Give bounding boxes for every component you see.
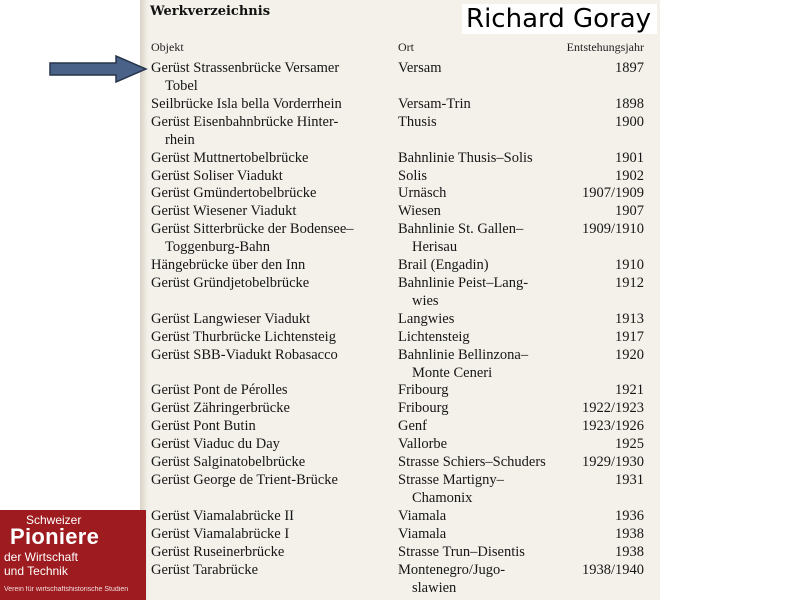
work-jahr: 1898 <box>615 96 644 112</box>
work-jahr: 1931 <box>615 472 644 488</box>
work-objekt <box>151 418 256 436</box>
work-objekt <box>151 562 258 580</box>
work-jahr: 1909/1910 <box>581 221 644 237</box>
work-jahr: 1936 <box>615 508 644 524</box>
work-ort <box>398 436 447 454</box>
work-ort-line: Lichtensteig <box>398 329 470 345</box>
work-ort-line: slawien <box>412 579 457 596</box>
work-objekt-line: Gerüst Zähringerbrücke <box>151 400 290 416</box>
work-objekt-line: Gerüst Salginatobelbrücke <box>151 454 306 470</box>
column-header-jahr: Entstehungsjahr <box>566 40 644 54</box>
work-jahr: 1921 <box>615 382 644 398</box>
work-objekt <box>151 311 310 329</box>
work-objekt <box>151 60 339 95</box>
logo-line-5: Verein für wirtschaftshistorische Studien <box>4 586 129 593</box>
pioniere-logo <box>0 510 146 600</box>
work-ort <box>398 203 441 221</box>
work-objekt <box>151 526 289 544</box>
work-objekt <box>151 96 342 114</box>
work-jahr: 1938/1940 <box>581 562 644 578</box>
work-ort <box>398 454 546 472</box>
work-objekt <box>151 150 308 168</box>
right-arrow-icon <box>48 54 150 84</box>
work-objekt-line: Seilbrücke Isla bella Vorderrhein <box>151 96 342 112</box>
work-objekt <box>151 436 280 454</box>
page-heading: Werkverzeichnis <box>150 4 271 19</box>
work-jahr: 1902 <box>615 168 644 184</box>
work-jahr: 1907 <box>615 203 644 219</box>
work-objekt-line: Gerüst Sitterbrücke der Bodensee– <box>151 221 354 237</box>
work-ort-line: Bahnlinie St. Gallen– <box>398 221 524 237</box>
work-ort <box>398 114 437 132</box>
work-ort-line: Versam <box>398 60 442 76</box>
work-ort-line: Versam-Trin <box>398 96 471 112</box>
work-ort <box>398 257 489 275</box>
work-objekt-line: Gerüst Langwieser Viadukt <box>151 311 311 327</box>
work-objekt <box>151 508 294 526</box>
logo-line-3: der Wirtschaft <box>4 550 79 564</box>
work-objekt-line: Gerüst Ruseinerbrücke <box>151 544 285 560</box>
work-ort <box>398 347 528 382</box>
work-jahr: 1923/1926 <box>581 418 644 434</box>
work-objekt-line: Gerüst Eisenbahnbrücke Hinter- <box>151 114 339 130</box>
work-ort-line: Herisau <box>412 238 458 255</box>
work-objekt-line: Gerüst Viaduc du Day <box>151 436 280 452</box>
work-objekt <box>151 329 336 347</box>
work-ort-line: Vallorbe <box>398 436 448 452</box>
work-objekt <box>151 400 290 418</box>
work-ort-line: Genf <box>398 418 427 434</box>
work-ort-line: Wiesen <box>398 203 441 219</box>
work-jahr: 1907/1909 <box>581 185 644 201</box>
work-jahr: 1920 <box>615 347 644 363</box>
work-ort-line: Bahnlinie Peist–Lang- <box>398 275 529 291</box>
work-ort-line: Brail (Engadin) <box>398 257 489 273</box>
work-objekt-line: Gerüst George de Trient-Brücke <box>151 472 338 488</box>
work-ort <box>398 382 449 400</box>
work-jahr: 1922/1923 <box>581 400 644 416</box>
work-ort <box>398 168 427 186</box>
work-objekt-line: Gerüst Pont de Pérolles <box>151 382 288 398</box>
work-objekt <box>151 275 309 293</box>
work-objekt <box>151 221 354 256</box>
work-objekt-line: Gerüst Pont Butin <box>151 418 256 434</box>
work-objekt <box>151 347 338 365</box>
work-objekt <box>151 472 338 490</box>
work-ort-line: Chamonix <box>412 489 473 506</box>
work-ort-line: Viamala <box>398 526 447 542</box>
work-ort-line: Fribourg <box>398 400 449 416</box>
work-ort <box>398 508 446 526</box>
work-ort-line: Bahnlinie Thusis–Solis <box>398 150 533 166</box>
work-jahr: 1897 <box>615 60 644 76</box>
work-ort <box>398 400 449 418</box>
work-objekt <box>151 185 317 203</box>
work-objekt-line: Hängebrücke über den Inn <box>151 257 306 273</box>
work-objekt-line: Toggenburg-Bahn <box>165 238 271 255</box>
work-objekt-line: Gerüst Gmündertobelbrücke <box>151 185 317 201</box>
work-ort <box>398 275 528 310</box>
work-ort-line: Monte Ceneri <box>412 364 493 381</box>
column-header-objekt: Objekt <box>151 40 184 54</box>
work-jahr: 1913 <box>615 311 644 327</box>
work-ort <box>398 562 505 597</box>
work-jahr: 1900 <box>615 114 644 130</box>
work-objekt-line: Gerüst Strassenbrücke Versamer <box>151 60 340 76</box>
work-ort-line: Langwies <box>398 311 455 327</box>
work-jahr: 1912 <box>615 275 644 291</box>
work-ort <box>398 60 442 78</box>
work-objekt-line: Gerüst Viamalabrücke I <box>151 526 290 542</box>
work-ort-line: Montenegro/Jugo- <box>398 562 506 578</box>
work-jahr: 1910 <box>615 257 644 273</box>
work-ort-line: Urnäsch <box>398 185 447 201</box>
work-ort-line: Thusis <box>398 114 437 130</box>
work-objekt-line: Gerüst Soliser Viadukt <box>151 168 283 184</box>
work-objekt-line: Gerüst Muttnertobelbrücke <box>151 150 309 166</box>
work-objekt-line: Tobel <box>165 77 198 94</box>
work-objekt <box>151 203 296 221</box>
work-objekt-line: Gerüst Thurbrücke Lichtensteig <box>151 329 336 345</box>
work-ort <box>398 185 446 203</box>
work-jahr: 1938 <box>615 526 644 542</box>
work-objekt-line: Gerüst Wiesener Viadukt <box>151 203 297 219</box>
logo-line-4: und Technik <box>4 564 68 578</box>
logo-line-1: Schweizer <box>26 513 82 527</box>
logo-line-2: Pioniere <box>10 524 100 549</box>
work-ort-line: Viamala <box>398 508 447 524</box>
author-title: Richard Goray <box>462 4 657 34</box>
work-objekt-line: Gerüst Viamalabrücke II <box>151 508 294 524</box>
work-jahr: 1917 <box>615 329 644 345</box>
work-jahr: 1925 <box>615 436 644 452</box>
work-ort <box>398 472 504 507</box>
work-objekt <box>151 544 284 562</box>
column-header-ort: Ort <box>398 40 414 54</box>
work-jahr: 1938 <box>615 544 644 560</box>
work-objekt-line: rhein <box>165 131 195 148</box>
work-ort-line: wies <box>412 292 439 309</box>
work-ort <box>398 311 454 329</box>
work-ort-line: Strasse Schiers–Schuders <box>398 454 546 470</box>
work-jahr: 1929/1930 <box>581 454 644 470</box>
work-ort <box>398 150 533 168</box>
work-ort-line: Strasse Martigny– <box>398 472 504 488</box>
work-ort <box>398 221 523 256</box>
work-objekt <box>151 114 338 149</box>
work-objekt <box>151 382 288 400</box>
work-ort-line: Fribourg <box>398 382 449 398</box>
work-objekt <box>151 454 305 472</box>
work-ort <box>398 526 446 544</box>
work-ort-line: Solis <box>398 168 428 184</box>
work-ort <box>398 329 470 347</box>
work-objekt-line: Gerüst SBB-Viadukt Robasacco <box>151 347 338 363</box>
work-objekt <box>151 168 283 186</box>
work-ort <box>398 418 427 436</box>
work-objekt <box>151 257 305 275</box>
work-objekt-line: Gerüst Tarabrücke <box>151 562 259 578</box>
work-ort <box>398 96 471 114</box>
work-ort <box>398 544 525 562</box>
work-jahr: 1901 <box>615 150 644 166</box>
work-objekt-line: Gerüst Gründjetobelbrücke <box>151 275 310 291</box>
work-ort-line: Bahnlinie Bellinzona– <box>398 347 529 363</box>
work-ort-line: Strasse Trun–Disentis <box>398 544 525 560</box>
